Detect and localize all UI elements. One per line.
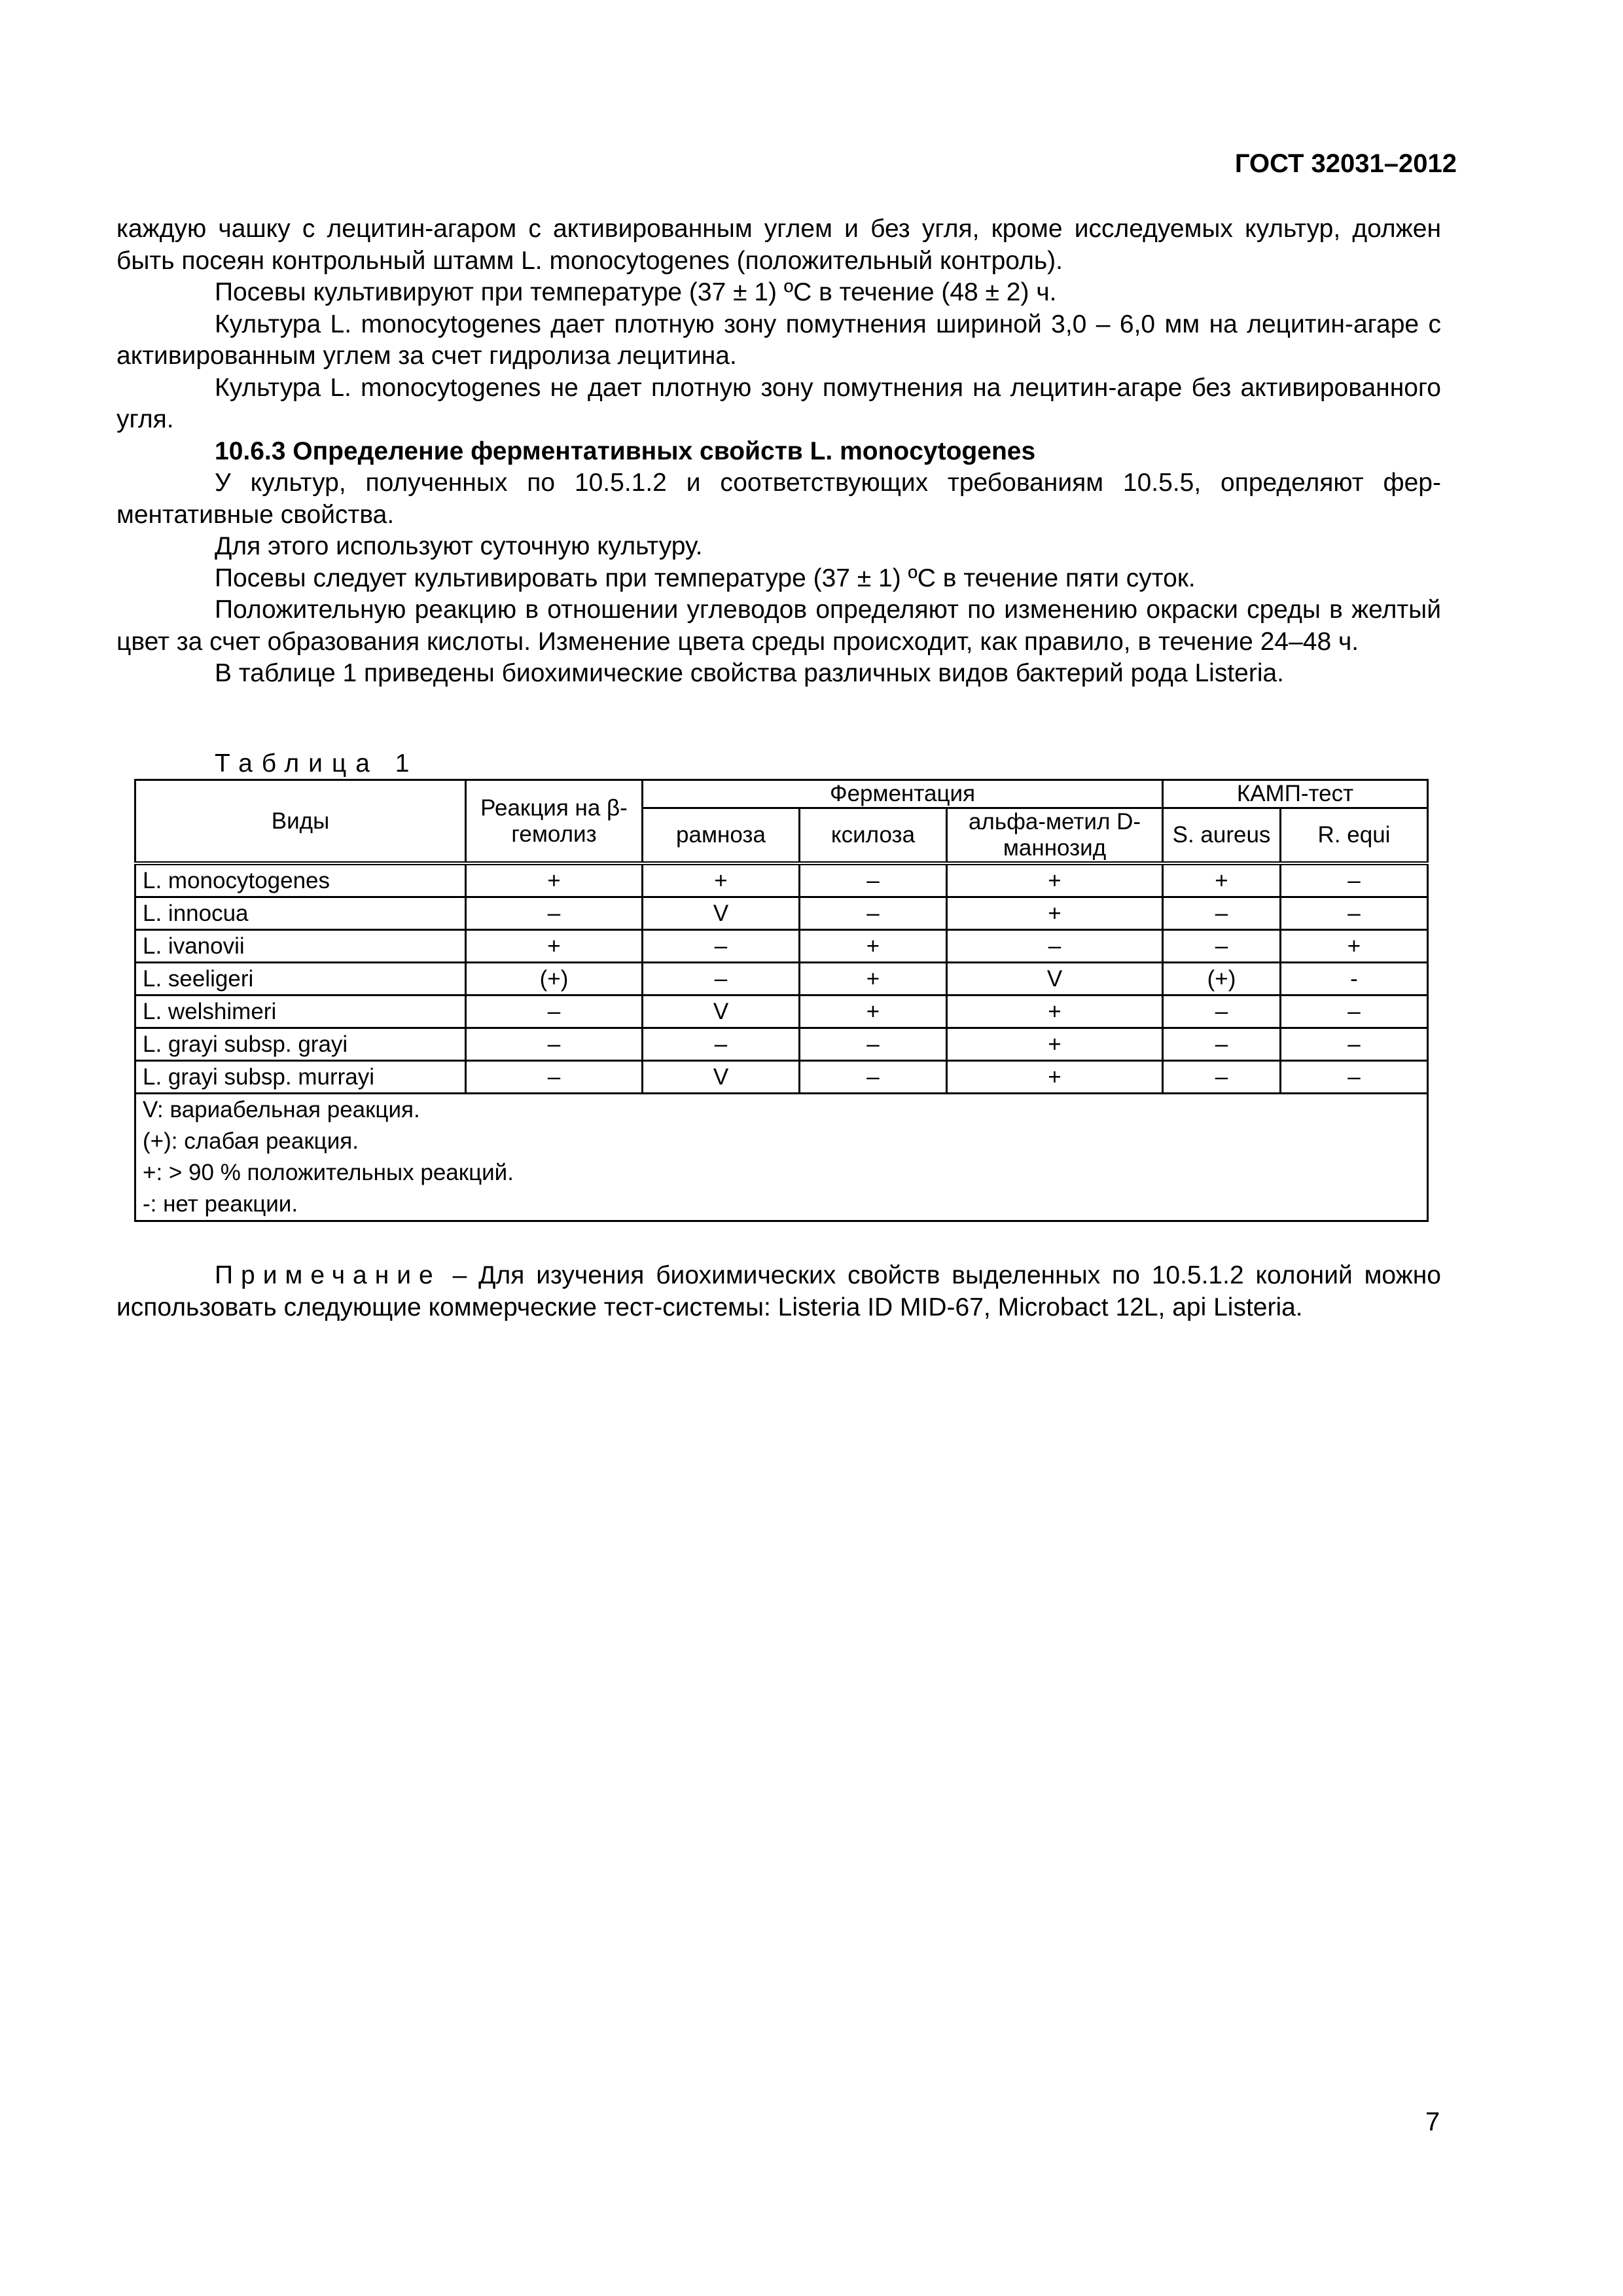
value-cell: (+) xyxy=(1163,963,1281,996)
value-cell: V xyxy=(643,897,800,930)
table-note xyxy=(116,1260,1441,1323)
value-cell: + xyxy=(947,897,1163,930)
value-cell: – xyxy=(800,1028,947,1061)
value-cell: + xyxy=(800,963,947,996)
value-cell: – xyxy=(1281,1061,1428,1094)
value-cell: + xyxy=(947,1028,1163,1061)
value-cell: – xyxy=(800,1061,947,1094)
value-cell: – xyxy=(1281,996,1428,1028)
value-cell: + xyxy=(643,863,800,897)
value-cell: – xyxy=(466,897,643,930)
paragraph: Культура L. monocytogenes не дает плотную зону помутнения на лецитин-агаре без активированного угля. xyxy=(116,373,1441,433)
table-legend-row xyxy=(135,1094,1428,1221)
value-cell: + xyxy=(947,863,1163,897)
legend-line: +: > 90 % положительных реакций. xyxy=(143,1160,514,1185)
value-cell: + xyxy=(466,930,643,963)
table-row xyxy=(135,897,1428,930)
header-mannoside: альфа-метил D-маннозид xyxy=(947,808,1163,864)
paragraph: У культур, полученных по 10.5.1.2 и соответствующих требованиям 10.5.5, определяют ферментативные свойства. xyxy=(116,469,1441,529)
header-s-aureus: S. aureus xyxy=(1163,808,1281,864)
value-cell: – xyxy=(1163,930,1281,963)
note-text: – Для изучения биохимических свойств выделенных по 10.5.1.2 колоний можно использовать следующие коммерческие тест-системы: Listeria ID MID-67, Microbact 12L, api Listeria. xyxy=(116,1261,1441,1321)
value-cell: + xyxy=(466,863,643,897)
legend-line: (+): слабая реакция. xyxy=(143,1128,359,1154)
header-r-equi: R. equi xyxy=(1281,808,1428,864)
paragraph: Для этого используют суточную культуру. xyxy=(215,532,703,560)
value-cell: + xyxy=(1163,863,1281,897)
value-cell: V xyxy=(643,996,800,1028)
legend-line: -: нет реакции. xyxy=(143,1191,298,1217)
body-text xyxy=(116,213,1441,690)
paragraph: Культура L. monocytogenes дает плотную зону помутнения шириной 3,0 – 6,0 мм на лецитин-агаре с активированным углем за счет гидролиза лецитина. xyxy=(116,310,1441,370)
value-cell: – xyxy=(643,1028,800,1061)
value-cell: – xyxy=(800,863,947,897)
paragraph: Посевы культивируют при температуре (37 ± 1) ºС в течение (48 ± 2) ч. xyxy=(215,278,1057,306)
table-row xyxy=(135,863,1428,897)
table-caption: Таблица 1 xyxy=(215,749,419,778)
table-row xyxy=(135,930,1428,963)
page-number: 7 xyxy=(1425,2108,1440,2136)
value-cell: + xyxy=(1281,930,1428,963)
paragraph: Положительную реакцию в отношении углеводов определяют по изменению окраски среды в желтый цвет за счет образования кислоты. Изменение цвета среды происходит, как правило, в течение 24–48 ч. xyxy=(116,596,1441,656)
species-cell: L. grayi subsp. murrayi xyxy=(135,1061,466,1094)
species-cell: L. monocytogenes xyxy=(135,863,466,897)
header-fermentation: Ферментация xyxy=(643,780,1163,808)
value-cell: – xyxy=(1163,897,1281,930)
legend-line: V: вариабельная реакция. xyxy=(143,1097,420,1122)
value-cell: – xyxy=(466,1028,643,1061)
value-cell: + xyxy=(800,930,947,963)
table-legend xyxy=(135,1094,1428,1221)
table-row xyxy=(135,1061,1428,1094)
value-cell: + xyxy=(947,996,1163,1028)
species-cell: L. ivanovii xyxy=(135,930,466,963)
value-cell: – xyxy=(1163,996,1281,1028)
value-cell: V xyxy=(947,963,1163,996)
value-cell: + xyxy=(800,996,947,1028)
document-header: ГОСТ 32031–2012 xyxy=(1234,149,1457,178)
value-cell: – xyxy=(1163,1061,1281,1094)
paragraph: каждую чашку с лецитин-агаром с активированным углем и без угля, кроме исследуемых культур, должен быть посеян контрольный штамм L. monocytogenes (положительный контроль). xyxy=(116,215,1441,275)
header-rhamnose: рамноза xyxy=(643,808,800,864)
value-cell: – xyxy=(1281,863,1428,897)
value-cell: – xyxy=(466,1061,643,1094)
value-cell: – xyxy=(643,963,800,996)
species-cell: L. welshimeri xyxy=(135,996,466,1028)
paragraph: В таблице 1 приведены биохимические свойства различных видов бактерий рода Listeria. xyxy=(215,659,1285,687)
value-cell: – xyxy=(466,996,643,1028)
value-cell: (+) xyxy=(466,963,643,996)
table-row xyxy=(135,963,1428,996)
value-cell: – xyxy=(643,930,800,963)
value-cell: + xyxy=(947,1061,1163,1094)
value-cell: – xyxy=(800,897,947,930)
paragraph: Посевы следует культивировать при температуре (37 ± 1) ºС в течение пяти суток. xyxy=(215,564,1196,592)
biochemical-properties-table xyxy=(134,779,1429,1222)
value-cell: - xyxy=(1281,963,1428,996)
section-heading: 10.6.3 Определение ферментативных свойств L. monocytogenes xyxy=(215,437,1036,465)
value-cell: V xyxy=(643,1061,800,1094)
table-row xyxy=(135,1028,1428,1061)
header-camp-test: КАМП-тест xyxy=(1163,780,1428,808)
species-cell: L. grayi subsp. grayi xyxy=(135,1028,466,1061)
header-species: Виды xyxy=(135,780,466,864)
value-cell: – xyxy=(947,930,1163,963)
note-lead: Примечание xyxy=(215,1261,441,1289)
value-cell: – xyxy=(1281,1028,1428,1061)
species-cell: L. innocua xyxy=(135,897,466,930)
value-cell: – xyxy=(1163,1028,1281,1061)
header-hemolysis: Реакция на β-гемолиз xyxy=(466,780,643,864)
value-cell: – xyxy=(1281,897,1428,930)
table-row xyxy=(135,996,1428,1028)
header-xylose: ксилоза xyxy=(800,808,947,864)
species-cell: L. seeligeri xyxy=(135,963,466,996)
